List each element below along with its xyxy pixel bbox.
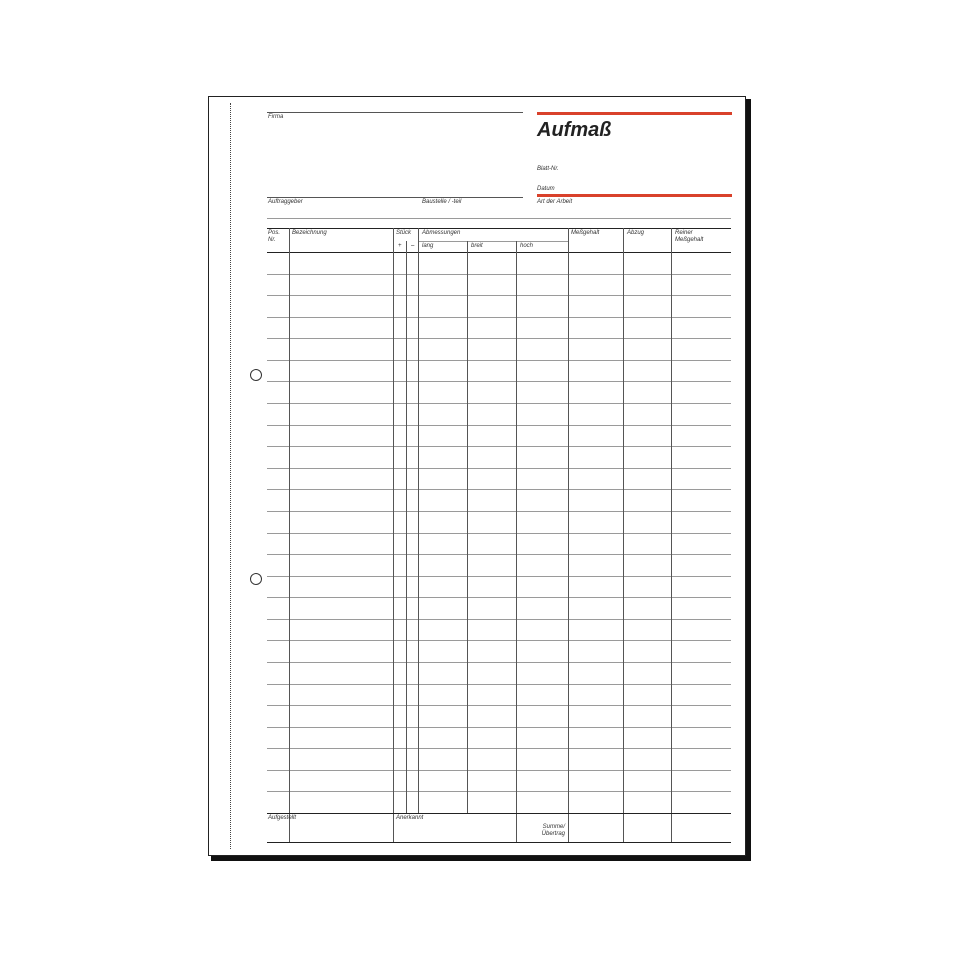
col-abzug-label: Abzug — [627, 230, 645, 236]
table-row-line — [267, 468, 731, 469]
col-divider-hoch — [568, 228, 569, 842]
col-divider-messgehalt — [623, 228, 624, 842]
art-der-arbeit-label: Art der Arbeit — [537, 199, 573, 205]
table-row-line — [267, 748, 731, 749]
col-stueck-label: Stück — [396, 230, 412, 236]
summe-label: Summe/ — [542, 824, 565, 830]
footer-top-border — [267, 813, 731, 814]
datum-label: Datum — [537, 186, 555, 192]
col-pos-label: Pos. — [268, 230, 281, 236]
col-divider-stueck — [418, 228, 419, 813]
table-row-line — [267, 727, 731, 728]
title-accent-bar — [537, 112, 732, 115]
table-row-line — [267, 597, 731, 598]
table-row-line — [267, 425, 731, 426]
col-divider-plus — [406, 241, 407, 813]
table-header-bottom-border — [267, 252, 731, 253]
table-row-line — [267, 684, 731, 685]
col-divider-breit — [516, 241, 517, 842]
art-der-arbeit-line — [267, 218, 731, 219]
col-pos-label-2: Nr. — [268, 237, 276, 243]
table-row-line — [267, 662, 731, 663]
col-divider-bezeichnung — [393, 228, 394, 842]
table-row-line — [267, 274, 731, 275]
col-abmessungen-label: Abmessungen — [422, 230, 461, 236]
table-row-line — [267, 619, 731, 620]
col-divider-abzug — [671, 228, 672, 842]
table-row-line — [267, 360, 731, 361]
col-reiner-label: Reiner — [675, 230, 693, 236]
col-divider-pos — [289, 228, 290, 842]
firma-label: Firma — [268, 114, 284, 120]
table-row-line — [267, 403, 731, 404]
auftraggeber-label: Auftraggeber — [268, 199, 303, 205]
col-divider-lang — [467, 241, 468, 813]
table-row-line — [267, 791, 731, 792]
punch-hole-bottom — [250, 573, 262, 585]
table-top-border — [267, 228, 731, 229]
firma-top-line — [267, 112, 523, 113]
abmessungen-sub-line — [418, 241, 568, 242]
table-row-line — [267, 554, 731, 555]
col-bezeichnung-label: Bezeichnung — [292, 230, 327, 236]
auftraggeber-line — [267, 197, 523, 198]
table-row-line — [267, 511, 731, 512]
aufgestellt-label: Aufgestellt — [268, 815, 297, 821]
punch-hole-top — [250, 369, 262, 381]
table-row-line — [267, 533, 731, 534]
col-breit-label: breit — [471, 243, 483, 249]
uebertrag-label: Übertrag — [541, 831, 565, 837]
table-row-line — [267, 576, 731, 577]
baustelle-label: Baustelle / -teil — [422, 199, 462, 205]
table-row-line — [267, 640, 731, 641]
datum-accent-bar — [537, 194, 732, 197]
blatt-nr-label: Blatt-Nr. — [537, 166, 559, 172]
col-reiner-label-2: Meßgehalt — [675, 237, 704, 243]
col-minus-label: – — [411, 243, 415, 249]
anerkannt-label: Anerkannt — [396, 815, 424, 821]
col-messgehalt-label: Meßgehalt — [571, 230, 600, 236]
table-row-line — [267, 489, 731, 490]
table-row-line — [267, 381, 731, 382]
table-row-line — [267, 338, 731, 339]
perforation-line — [230, 103, 231, 849]
col-plus-label: + — [398, 243, 402, 249]
table-row-line — [267, 770, 731, 771]
form-sheet — [208, 96, 746, 856]
col-lang-label: lang — [422, 243, 434, 249]
footer-bottom-border — [267, 842, 731, 843]
table-row-line — [267, 705, 731, 706]
table-row-line — [267, 446, 731, 447]
table-row-line — [267, 317, 731, 318]
table-row-line — [267, 295, 731, 296]
form-title: Aufmaß — [537, 119, 612, 141]
col-hoch-label: hoch — [520, 243, 534, 249]
